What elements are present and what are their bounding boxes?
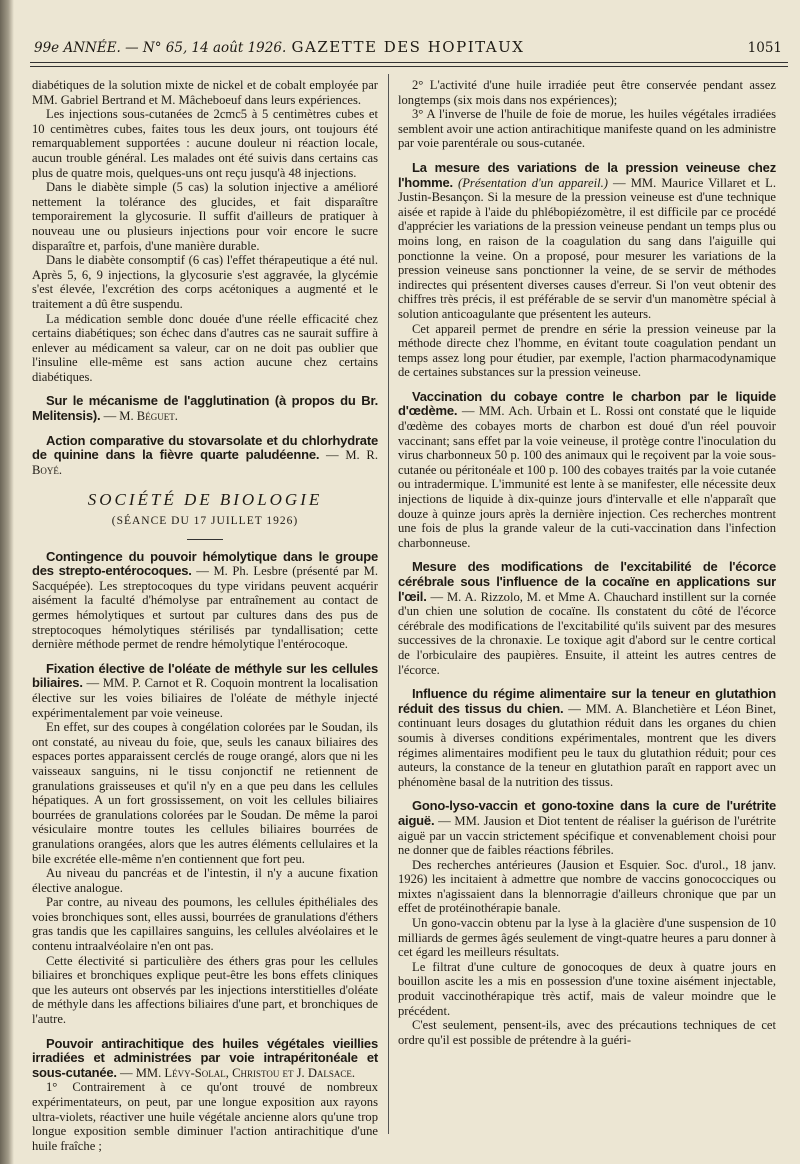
article-beguet — [32, 394, 378, 423]
paragraph: 3° A l'inverse de l'huile de foie de morue, les huiles végétales irradiées semblent avoir une action antirachitique manifeste quand on les administre par voie parentérale ou sous-cutanée. — [398, 107, 776, 151]
right-column — [398, 78, 776, 1047]
paragraph: La médication semble donc douée d'une réelle efficacité chez certains diabétiques; son échec dans d'autres cas ne saurait suffire à enlever au médicament sa valeur, car on ne doit pas oublier que l'insuline elle-même est sans action aucune chez certains diabétiques. — [32, 311, 378, 384]
article-title: Action comparative du stovarsolate et du chlorhydrate de quinine dans la fièvre quarte paludéenne. — [32, 432, 378, 463]
article-lesbre — [32, 550, 378, 652]
article-carnot — [32, 662, 378, 1027]
article-title: Influence du régime alimentaire sur la teneur en glutathion réduit des tissus du chien. — [398, 686, 776, 716]
article-author: — M. Béguet. — [103, 409, 178, 424]
paragraph: diabétiques de la solution mixte de nickel et de cobalt employée par MM. Gabriel Bertrand et M. Mâcheboeuf dans leurs expériences. — [32, 78, 378, 107]
article-title: Fixation élective de l'oléate de méthyle sur les cellules biliaires. — [32, 660, 378, 691]
article-author: — M. R. Boyé. — [32, 448, 378, 477]
left-column — [32, 78, 378, 1153]
paragraph: Au niveau du pancréas et de l'intestin, il n'y a aucune fixation élective analogue. — [32, 866, 378, 895]
page-edge-shadow — [0, 0, 14, 1164]
article-text: — MM. Maurice Villaret et L. Justin-Besançon. Si la mesure de la pression veineuse est d'une technique aisée et rapide à l'aide du phlébopiézomètre, il est difficile par ce procédé d'apprécier les variations de la pression veineuse pendant un temps plus ou moins long, en raison de la coagulation du sang dans l'aiguille qui ponctionne la veine. On a proposé, pour mesurer les variations de la pression veineuse sans ponctionner la veine, de se servir de méthodes indirectes qui présentent diverses causes d'erreur. Si l'on veut obtenir des chiffres très précis, il est préférable de se servir d'un manomètre spécial à solution anticoagulante que présentent les auteurs. — [398, 175, 776, 321]
article-title: Mesure des modifications de l'excitabilité de l'écorce cérébrale sous l'influence de la cocaïne en applications sur l'œil. — [398, 559, 776, 604]
paragraph: 2° L'activité d'une huile irradiée peut être conservée pendant assez longtemps (six mois dans nos expériences); — [398, 78, 776, 107]
journal-title: GAZETTE DES HOPITAUX — [291, 38, 525, 56]
header-rule — [30, 62, 788, 63]
article-text: — MM. Jausion et Diot tentent de réaliser la guérison de l'urétrite aiguë par un vaccin strictement spécifique et convenablement choisi pour ne donner que de faibles réactions fébriles. — [398, 813, 776, 858]
article-title: Pouvoir antirachitique des huiles végétales vieillies irradiées et administrées par voie intrapéritonéale et sous-cutanée. — [32, 1035, 378, 1080]
article-text: — MM. Ach. Urbain et L. Rossi ont constaté que le liquide d'œdème des cobayes morts de charbon est doué d'un réel pouvoir vaccinant; sans effet par la voie veineuse, il protège contre l'inoculation du virus charbonneux 50 p. 100 des animaux qui le reçoivent par la voie sous-cutanée ou péritonéale et 100 p. 100 des cobayes traités par la voie cutanée ou intradermique. L'immunité est lente à se manifester, elle nécessite deux injections de liquide à dix-quinze jours d'intervalle et elle n'apparaît que douze à quinze jours après la dernière injection. Ces recherches montrent une fois de plus la grande valeur de la cuti-vaccination dans l'infection charbonneuse. — [398, 404, 776, 550]
paragraph: Cette électivité si particulière des éthers gras pour les cellules biliaires et bronchiques explique peut-être les bons effets cliniques que les auteurs ont observés par les injections interstitielles d'oléate de méthyle dans les affections biliaires d'une part, et bronchiques de l'autre. — [32, 953, 378, 1027]
article-text: — MM. P. Carnot et R. Coquoin montrent la localisation élective sur les voies biliaires de l'oléate de méthyle injecté expérimentalement par voie veineuse. — [32, 676, 378, 720]
article-title: Vaccination du cobaye contre le charbon par le liquide d'œdème. — [398, 388, 776, 419]
paragraph: Un gono-vaccin obtenu par la lyse à la glacière d'une suspension de 10 milliards de germes âgés seulement de vingt-quatre heures a paru donner à cet égard les meilleurs résultats. — [398, 916, 776, 960]
society-heading: SOCIÉTÉ DE BIOLOGIE — [87, 490, 323, 510]
article-blanchetiere — [398, 687, 776, 789]
header-rule-double — [30, 66, 788, 67]
article-levy-solal — [32, 1037, 378, 1154]
article-title: Sur le mécanisme de l'agglutination (à propos du Br. Melitensis). — [32, 393, 378, 424]
paragraph: Par contre, au niveau des poumons, les cellules épithéliales des voies bronchiques sont, elles aussi, bourrées de granulations d'éthers gras tandis que les capillaires sanguins, les cellules alvéolaires et le contenu intraalvéolaire n'en ont pas. — [32, 895, 378, 954]
paragraph: Les injections sous-cutanées de 2cmc5 à 5 centimètres cubes et 10 centimètres cubes, faites tous les deux jours, ont toujours été remarquablement supportées : aucune douleur ni réaction locale, aucun trouble général. Les malades ont été suivis dans certains cas plus de quatre mois, quelques-uns ont reçu jusqu'à 48 injections. — [32, 107, 378, 180]
article-title: Contingence du pouvoir hémolytique dans le groupe des strepto-entérocoques. — [32, 548, 378, 579]
article-villaret — [398, 161, 776, 380]
paragraph: C'est seulement, pensent-ils, avec des précautions techniques de cet ordre qu'il est possible de prétendre à la guéri- — [398, 1018, 776, 1047]
article-text: — MM. A. Blanchetière et Léon Binet, continuant leurs dosages du glutathion réduit dans les organes du chien soumis à diverses conditions expérimentales, montrent que les divers régimes alimentaires modifient peu le taux du glutathion réduit; pour ces auteurs, la constance de la teneur en glutathion paraît en rapport avec un phénomène basal de la nutrition des tissus. — [398, 701, 776, 789]
article-boye — [32, 434, 378, 478]
article-rizzolo — [398, 560, 776, 677]
paragraph: En effet, sur des coupes à congélation colorées par le Soudan, ils ont constaté, au niveau du foie, que, seuls les canaux biliaires des espaces portes apparaissent cerclés de rouge orangé, alors que ni les vaisseaux sanguins, ni le tissu conjonctif ne retiennent de granulations graisseuses et qu'il n'y en a que peu dans les cellules hépatiques. A un fort grossissement, on voit les cellules biliaires bourrées de granulations colorées par le Soudan. De même la paroi vésiculaire montre toutes les cellules biliaires bourrées de granulations orangées, alors que les autres éléments cellulaires et la bile excrétée elle-même n'en contiennent que fort peu. — [32, 720, 378, 866]
paragraph: Le filtrat d'une culture de gonocoques de deux à quatre jours en bouillon ascite les a mis en possession d'une toxine aisément injectable, produit vaccinothérapique très actif, mais de valeur moindre que le précédent. — [398, 959, 776, 1018]
article-jausion — [398, 799, 776, 1047]
paragraph: Dans le diabète simple (5 cas) la solution injective a amélioré nettement la tolérance des glucides, et fait disparaître temporairement la glycosurie. Il suffit d'ailleurs de pratiquer à nouveau une ou plusieurs injections pour voir encore le sucre disparaître et, parfois, d'une manière durable. — [32, 180, 378, 253]
paragraph: Des recherches antérieures (Jausion et Esquier. Soc. d'urol., 18 janv. 1926) les incitaient à admettre que nombre de vaccins gonococciques ou mixtes n'agissaient dans la blennorragie d'ailleurs chronique que par un effet de protéinothérapie banale. — [398, 857, 776, 916]
article-text: — M. Ph. Lesbre (présenté par M. Sacquépée). Les streptocoques du type viridans peuvent acquérir aisément la faculté d'hémolyse par entraînement au contact de germes hémolytiques et surtout par cultures dans des pus de streptocoques hémolytiques stérilisés par tyndallisation; cette dernière méthode permet de rendre hémolytique l'entérocoque. — [32, 564, 378, 652]
section-rule — [187, 539, 223, 540]
paragraph: Dans le diabète consomptif (6 cas) l'effet thérapeutique a été nul. Après 5, 6, 9 injections, la glycosurie s'est aggravée, la glycémie s'est élevée, l'excrétion des corps acétoniques a augmenté et le traitement a dû être suspendu. — [32, 253, 378, 311]
article-urbain — [398, 390, 776, 551]
issue-info: 99e ANNÉE. — N° 65, 14 août 1926. — [34, 40, 287, 56]
paragraph: 1° Contrairement à ce qu'ont trouvé de nombreux expérimentateurs, on peut, par une longue exposition aux rayons ultra-violets, réactiver une huile végétale ancienne alors qu'une trop longue exposition semble diminuer l'action antirachitique d'une huile fraîche ; — [32, 1080, 378, 1153]
column-separator — [388, 74, 389, 1134]
session-date: (SÉANCE DU 17 JUILLET 1926) — [111, 515, 299, 528]
page-number: 1051 — [747, 40, 782, 56]
article-text: — M. A. Rizzolo, M. et Mme A. Chauchard instillent sur la cornée d'un chien une solution de cocaïne. Ils constatent du côté de l'écorce cérébrale des modifications de l'excitabilité qu'ils suivent par des mesures successives de la chronaxie. Le toxique agit d'abord sur le centre cortical de l'orbiculaire des paupières. Ensuite, il atteint les autres centres de l'écorce. — [398, 589, 776, 677]
article-title: Gono-lyso-vaccin et gono-toxine dans la cure de l'urétrite aiguë. — [398, 798, 776, 828]
running-header — [34, 36, 782, 60]
article-text: — MM. Lévy-Solal, Christou et J. Dalsace. — [119, 1065, 356, 1080]
paragraph: Cet appareil permet de prendre en série la pression veineuse par la méthode directe chez l'homme, en évitant toute coagulation pendant un temps assez long pour étudier, par exemple, l'action pharmacodynamique de certaines substances sur la pression veineuse. — [398, 321, 776, 380]
article-title: La mesure des variations de la pression veineuse chez l'homme. — [398, 159, 776, 190]
article-subtitle: (Présentation d'un appareil.) — [458, 175, 608, 190]
